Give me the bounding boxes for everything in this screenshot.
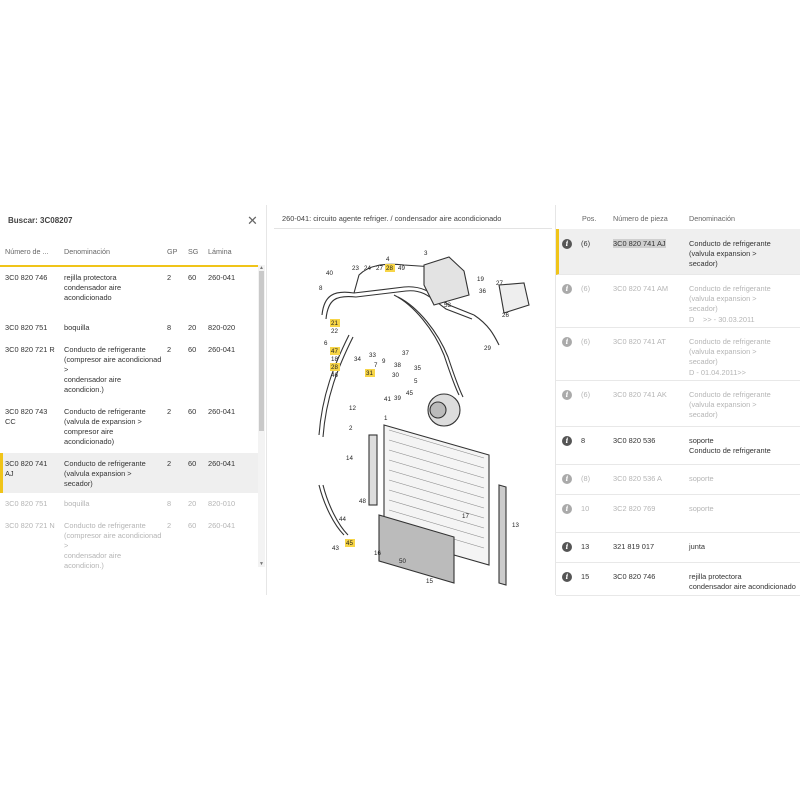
part-description: Conducto de refrigerante (valvula expansion > secador) [689,239,771,268]
callout-number[interactable]: 39 [394,395,401,402]
result-part-number: 3C0 820 751 [5,499,48,508]
divider [274,228,552,229]
result-row[interactable] [0,401,258,453]
col-gp[interactable]: GP [167,247,178,256]
part-row[interactable] [556,380,800,427]
callout-number[interactable]: 29 [484,345,491,352]
callout-number[interactable]: 28 [331,364,338,371]
result-row[interactable] [0,453,258,493]
callout-number[interactable]: 46 [331,372,338,379]
callout-number[interactable]: 24 [364,265,371,272]
part-description: soporte Conducto de refrigerante [689,436,771,455]
info-icon[interactable]: i [562,284,572,294]
col-lamina[interactable]: Lámina [208,247,232,256]
scrollbar-thumb[interactable] [259,271,264,431]
col-part-number[interactable]: Número de ... [5,247,49,256]
parts-detail-panel [555,205,800,595]
part-pos: (6) [581,284,591,293]
part-row[interactable] [556,274,800,328]
col-pos[interactable]: Pos. [582,214,597,223]
scroll-up-icon[interactable]: ▲ [259,265,264,271]
part-row[interactable] [556,426,800,465]
callout-number[interactable]: 49 [398,265,405,272]
result-part-number: 3C0 820 751 [5,323,48,332]
part-row[interactable] [556,229,800,275]
callout-number[interactable]: 9 [382,358,386,365]
result-lamina: 260-041 [208,407,236,416]
result-row[interactable] [0,493,258,515]
info-icon[interactable]: i [562,504,572,514]
result-sg: 60 [188,407,197,416]
callout-number[interactable]: 2 [349,425,353,432]
col-sg[interactable]: SG [188,247,199,256]
col-description[interactable]: Denominación [64,247,110,256]
part-number: 3C0 820 741 AM [613,284,669,293]
part-number: 3C0 820 741 AT [613,337,666,346]
callout-number[interactable]: 45 [406,390,413,397]
callout-number[interactable]: 22 [331,328,338,335]
result-gp: 2 [167,521,172,530]
result-lamina: 260-041 [208,459,236,468]
result-gp: 2 [167,459,172,468]
callout-number[interactable]: 8 [319,285,323,292]
result-gp: 2 [167,407,172,416]
callout-number[interactable]: 28 [386,265,393,272]
part-number: 3C0 820 536 A [613,474,662,483]
result-part-number: 3C0 820 721 N [5,521,55,530]
result-description: Conducto de refrigerante (valvula de expansion > compresor aire acondicionado) [64,407,146,446]
callout-number[interactable]: 47 [331,348,338,355]
callout-number[interactable]: 45 [346,540,353,547]
part-row[interactable] [556,494,800,533]
callout-number[interactable]: 3 [424,250,428,257]
col-part-number[interactable]: Número de pieza [613,214,668,223]
result-part-number: 3C0 820 746 [5,273,48,282]
callout-number[interactable]: 40 [326,270,333,277]
callout-number[interactable]: 6 [324,340,328,347]
callout-number[interactable]: 17 [462,513,469,520]
close-icon[interactable]: ✕ [247,213,258,228]
result-sg: 20 [188,499,197,508]
callout-number[interactable]: 13 [512,522,519,529]
info-icon[interactable]: i [562,239,572,249]
result-sg: 60 [188,521,197,530]
result-part-number: 3C0 820 721 R [5,345,55,354]
callout-number[interactable]: 34 [354,356,361,363]
part-number: 3C2 820 769 [613,504,656,513]
callout-number[interactable]: 27 [376,265,383,272]
part-pos: 13 [581,542,590,551]
part-extra-code: D [689,315,695,324]
part-row[interactable] [556,562,800,596]
callout-number[interactable]: 7 [374,362,378,369]
part-number: 321 819 017 [613,542,655,551]
part-pos: (8) [581,474,591,483]
callout-number[interactable]: 31 [366,370,373,377]
callout-number[interactable]: 1 [384,415,388,422]
result-gp: 2 [167,273,172,282]
part-pos: (6) [581,337,591,346]
part-number: 3C0 820 536 [613,436,656,445]
result-row[interactable] [0,317,258,339]
part-description: rejilla protectora condensador aire acondicionado [689,572,796,591]
result-row[interactable] [0,267,258,317]
part-number: 3C0 820 741 AK [613,390,667,399]
result-gp: 2 [167,345,172,354]
result-description: Conducto de refrigerante (valvula expansion > secador) [64,459,146,488]
info-icon[interactable]: i [562,542,572,552]
diagram-panel [274,205,552,595]
search-label: Buscar: 3C08207 [8,216,73,225]
part-number: 3C0 820 741 AJ [613,239,666,248]
part-pos: (6) [581,390,591,399]
result-row[interactable] [0,339,258,401]
part-number: 3C0 820 746 [613,572,656,581]
result-sg: 60 [188,459,197,468]
col-description[interactable]: Denominación [689,214,735,223]
result-sg: 60 [188,273,197,282]
callout-number[interactable]: 50 [399,558,406,565]
part-validity: >> - 30.03.2011 [703,315,755,324]
part-row[interactable] [556,464,800,495]
part-pos: (6) [581,239,591,248]
callout-number[interactable]: 41 [384,396,391,403]
callout-number[interactable]: 15 [426,578,433,585]
part-description: Conducto de refrigerante (valvula expansion > secador) [689,390,771,419]
callout-number[interactable]: 26 [502,312,509,319]
search-results-panel [0,205,267,595]
result-gp: 8 [167,323,172,332]
callout-number[interactable]: 19 [477,276,484,283]
result-lamina: 820-020 [208,323,236,332]
part-validity: D - 01.04.2011>> [689,368,746,377]
callout-number[interactable]: 4 [386,256,390,263]
part-row[interactable] [556,532,800,563]
info-icon[interactable]: i [562,572,572,582]
callout-number[interactable]: 44 [339,516,346,523]
results-scrollbar[interactable] [258,265,265,567]
results-table-header [0,241,258,267]
callout-number[interactable]: 30 [392,372,399,379]
result-row[interactable] [0,515,258,570]
result-lamina: 820-010 [208,499,236,508]
result-lamina: 260-041 [208,345,236,354]
result-description: Conducto de refrigerante (compresor aire acondicionad > condensador aire acondicion.) [64,521,162,570]
part-description: soporte [689,474,714,483]
callout-number[interactable]: 12 [349,405,356,412]
result-sg: 60 [188,345,197,354]
result-lamina: 260-041 [208,273,236,282]
part-row[interactable] [556,327,800,381]
result-description: rejilla protectora condensador aire acondicionado [64,273,122,302]
diagram-title: 260-041: circuito agente refriger. / condensador aire acondicionado [282,214,502,223]
callout-number[interactable]: 37 [402,350,409,357]
callout-number[interactable]: 27 [496,280,503,287]
results-list [0,267,258,570]
result-sg: 20 [188,323,197,332]
result-part-number: 3C0 820 741 AJ [5,459,48,478]
part-description: soporte [689,504,714,513]
result-part-number: 3C0 820 743 CC [5,407,48,426]
info-icon[interactable]: i [562,337,572,347]
part-pos: 8 [581,436,586,445]
info-icon[interactable]: i [562,474,572,484]
callout-number[interactable]: 23 [352,265,359,272]
info-icon[interactable]: i [562,436,572,446]
part-pos: 15 [581,572,590,581]
part-pos: 10 [581,504,590,513]
callout-number[interactable]: 38 [394,362,401,369]
callout-number[interactable]: 53 [444,302,451,309]
part-description: Conducto de refrigerante (valvula expansion > secador) [689,284,771,313]
callout-number[interactable]: 48 [359,498,366,505]
result-lamina: 260-041 [208,521,236,530]
result-gp: 8 [167,499,172,508]
callout-number[interactable]: 33 [369,352,376,359]
callout-number[interactable]: 35 [414,365,421,372]
result-description: Conducto de refrigerante (compresor aire acondicionad > condensador aire acondicion.) [64,345,162,394]
scroll-down-icon[interactable]: ▼ [259,561,264,567]
result-description: boquilla [64,323,90,332]
parts-diagram[interactable] [274,235,552,590]
callout-number[interactable]: 21 [331,320,338,327]
parts-table-header [556,205,800,229]
callout-number[interactable]: 5 [414,378,418,385]
info-icon[interactable]: i [562,390,572,400]
callout-number[interactable]: 18 [331,356,338,363]
result-description: boquilla [64,499,90,508]
callout-number[interactable]: 36 [479,288,486,295]
part-description: Conducto de refrigerante (valvula expansion > secador) [689,337,771,366]
callout-number[interactable]: 43 [332,545,339,552]
callout-number[interactable]: 16 [374,550,381,557]
part-description: junta [689,542,706,551]
callout-number[interactable]: 14 [346,455,353,462]
